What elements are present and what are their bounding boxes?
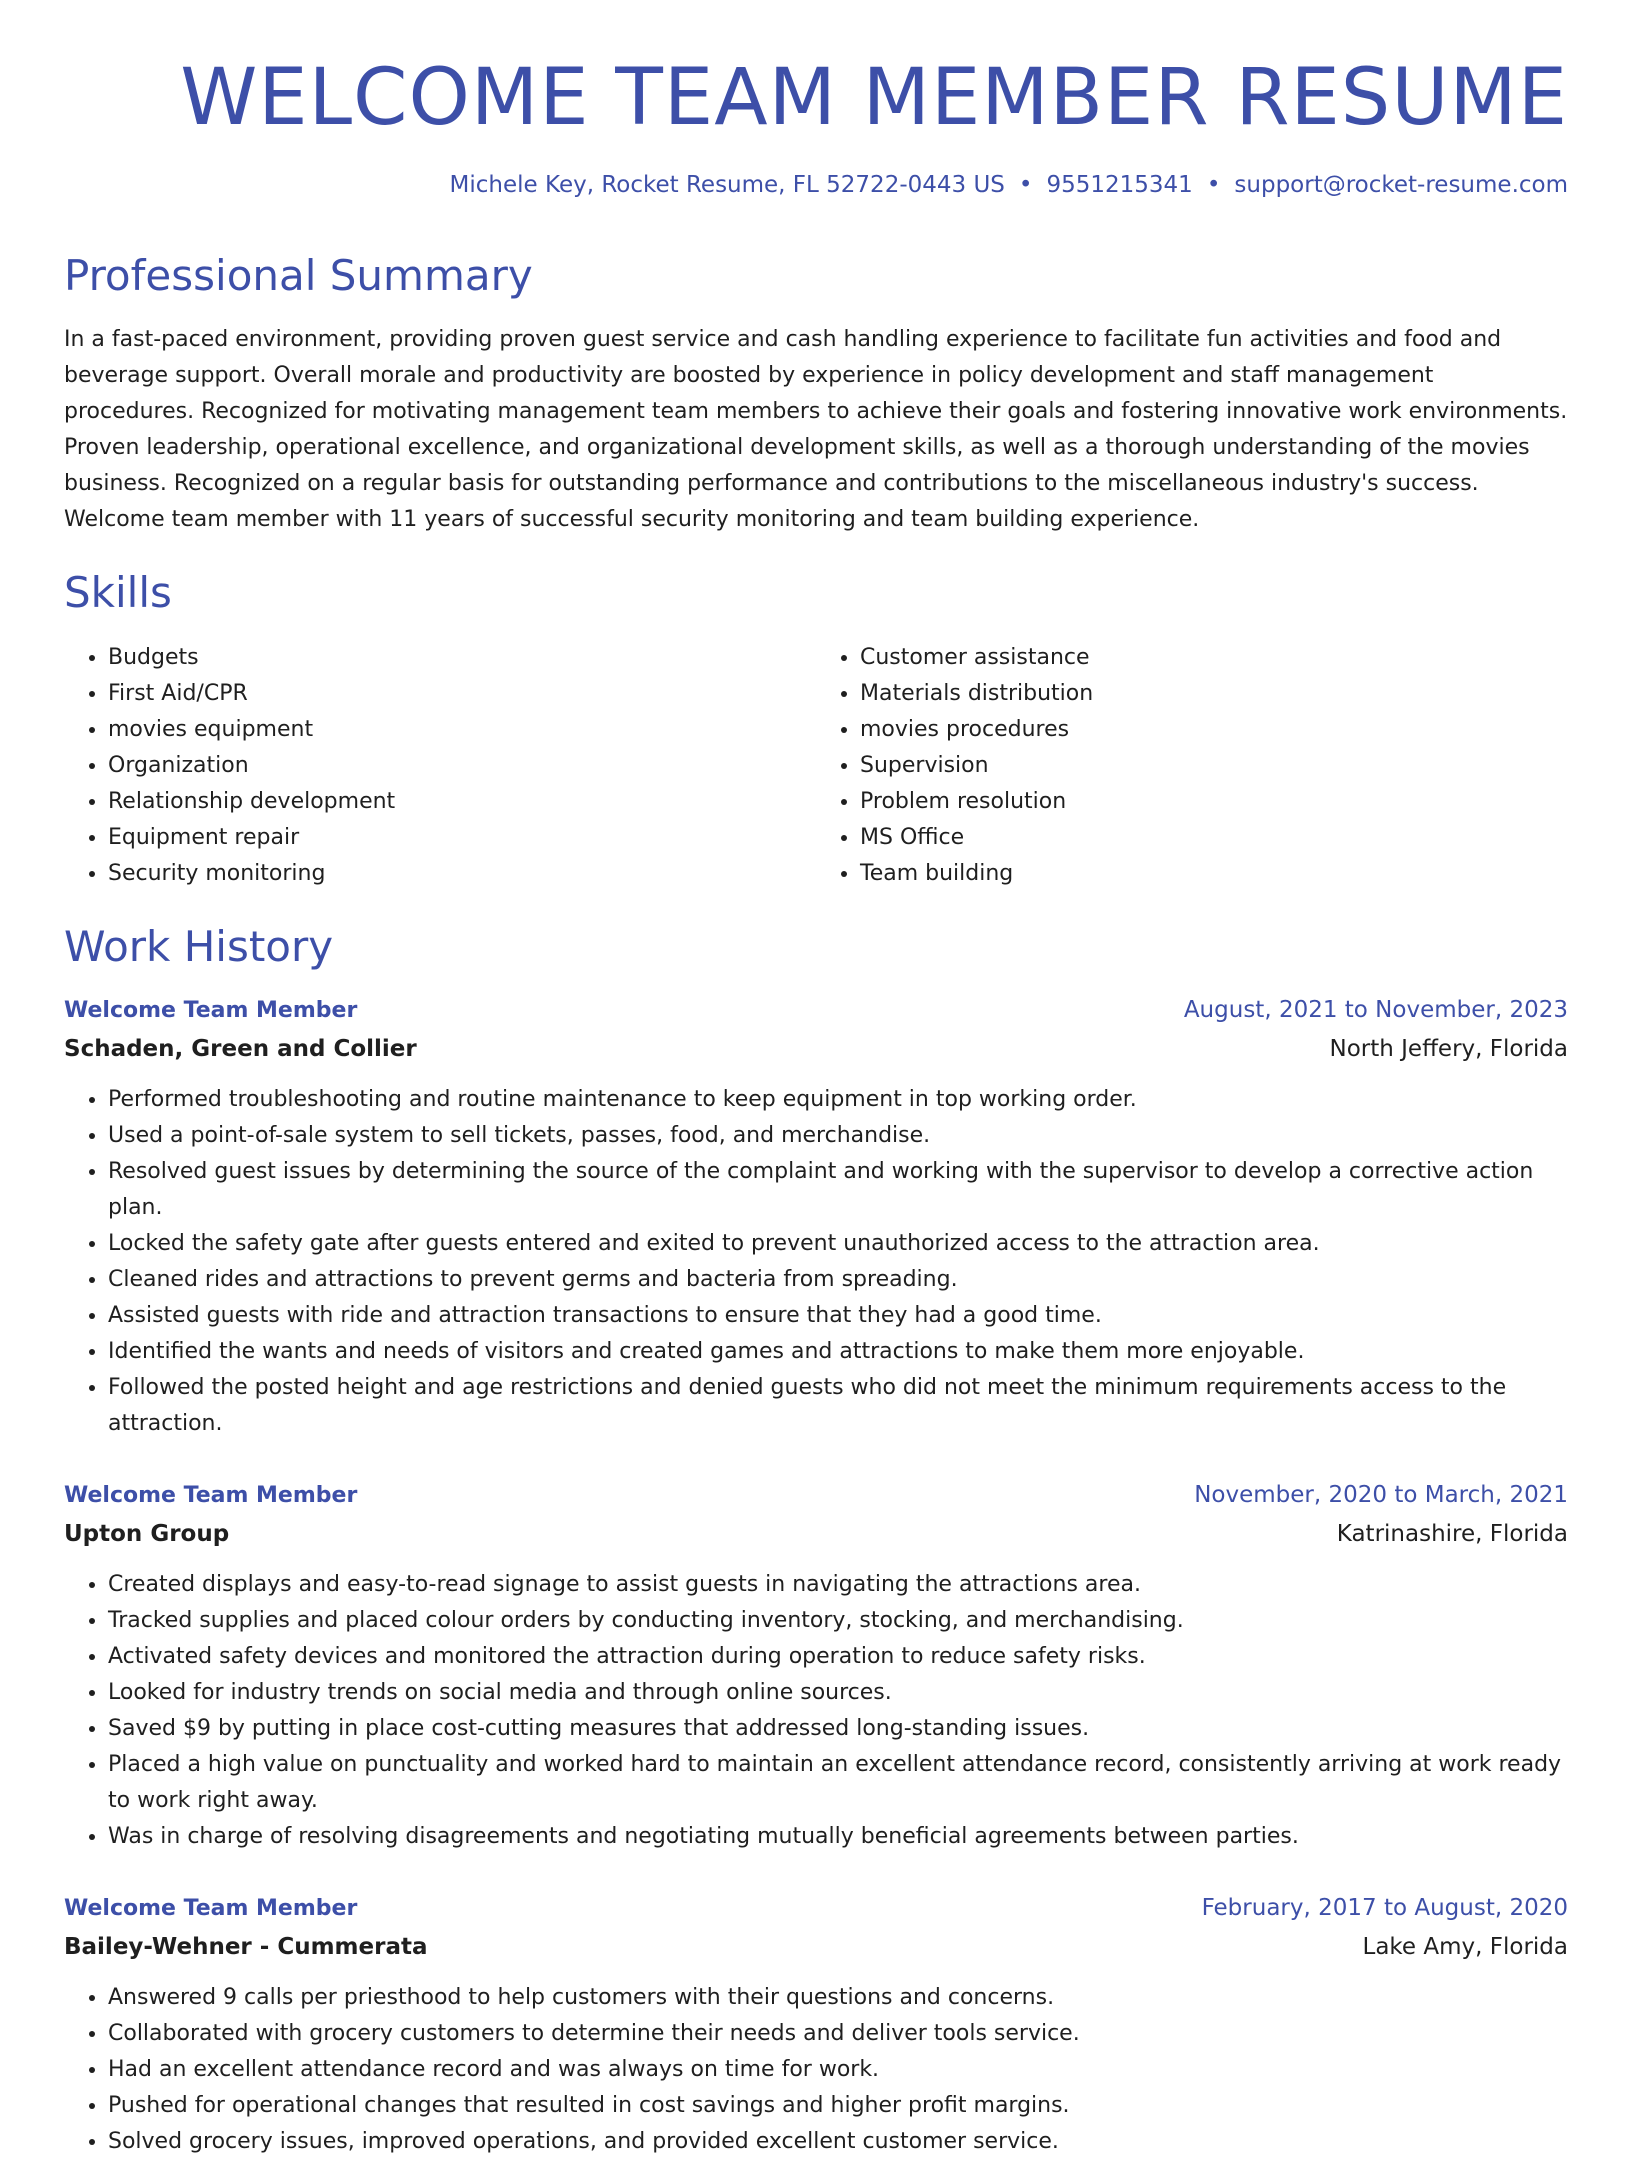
job-location: North Jeffery, Florida: [1329, 1035, 1568, 1062]
contact-address: Michele Key, Rocket Resume, FL 52722-0443 US: [449, 171, 1005, 198]
job-dates: February, 2017 to August, 2020: [1201, 1894, 1568, 1921]
skills-column-right: [816, 640, 1568, 892]
job-bullet: • Performed troubleshooting and routine maintenance to keep equipment in top working order.: [108, 1082, 1568, 1118]
summary-text: In a fast-paced environment, providing proven guest service and cash handling experience to facilitate fun activities and food and beverage support. Overall morale and productivity are boosted by experience in policy development and staff management procedures. Recognized for motivating management team members to achieve their goals and fostering innovative work environments. Proven leadership, operational excellence, and organizational development skills, as well as a thorough understanding of the movies business. Recognized on a regular basis for outstanding performance and contributions to the miscellaneous industry's success. Welcome team member with 11 years of successful security monitoring and team building experience.: [64, 326, 1568, 532]
job-bullet: • Locked the safety gate after guests entered and exited to prevent unauthorized access to the attraction area.: [108, 1226, 1568, 1262]
job-bullets: [64, 1082, 1568, 1442]
skill-item: • Materials distribution: [860, 676, 1568, 712]
skill-item: • Supervision: [860, 748, 1568, 784]
job-company: Upton Group: [64, 1520, 230, 1547]
skill-item: • Security monitoring: [108, 856, 816, 892]
job-entry: [64, 1889, 1568, 2160]
resume-title: WELCOME TEAM MEMBER RESUME: [180, 53, 1568, 143]
job-bullet: • Had an excellent attendance record and was always on time for work.: [108, 2052, 1568, 2088]
job-bullet: • Pushed for operational changes that resulted in cost savings and higher profit margins.: [108, 2088, 1568, 2124]
skill-item: • movies procedures: [860, 712, 1568, 748]
skill-item: • Budgets: [108, 640, 816, 676]
skill-item: • movies equipment: [108, 712, 816, 748]
job-bullet: • Looked for industry trends on social media and through online sources.: [108, 1675, 1568, 1711]
job-bullets: [64, 1980, 1568, 2160]
job-dates: November, 2020 to March, 2021: [1194, 1481, 1568, 1508]
job-company: Schaden, Green and Collier: [64, 1035, 417, 1062]
job-bullet: • Cleaned rides and attractions to prevent germs and bacteria from spreading.: [108, 1262, 1568, 1298]
skill-item: • Organization: [108, 748, 816, 784]
job-bullet: • Tracked supplies and placed colour orders by conducting inventory, stocking, and merchandising.: [108, 1603, 1568, 1639]
job-bullet: • Resolved guest issues by determining the source of the complaint and working with the supervisor to develop a corrective action plan.: [108, 1154, 1568, 1226]
contact-line: [64, 172, 1568, 200]
skill-item: • Team building: [860, 856, 1568, 892]
job-title: Welcome Team Member: [64, 997, 358, 1023]
job-title: Welcome Team Member: [64, 1895, 358, 1921]
skill-item: • Problem resolution: [860, 784, 1568, 820]
skill-item: • First Aid/CPR: [108, 676, 816, 712]
job-bullet: • Used a point-of-sale system to sell tickets, passes, food, and merchandise.: [108, 1118, 1568, 1154]
job-bullets: [64, 1567, 1568, 1855]
job-bullet: • Assisted guests with ride and attraction transactions to ensure that they had a good time.: [108, 1298, 1568, 1334]
job-entry: [64, 991, 1568, 1442]
job-location: Katrinashire, Florida: [1336, 1520, 1568, 1547]
skills-column-left: [64, 640, 816, 892]
skill-item: • Customer assistance: [860, 640, 1568, 676]
job-bullet: • Created displays and easy-to-read signage to assist guests in navigating the attractions area.: [108, 1567, 1568, 1603]
job-entry: [64, 1476, 1568, 1855]
job-bullet: • Solved grocery issues, improved operations, and provided excellent customer service.: [108, 2124, 1568, 2160]
skill-item: • Equipment repair: [108, 820, 816, 856]
skill-item: • MS Office: [860, 820, 1568, 856]
skill-item: • Relationship development: [108, 784, 816, 820]
job-location: Lake Amy, Florida: [1362, 1933, 1568, 1960]
job-bullet: • Activated safety devices and monitored the attraction during operation to reduce safety risks.: [108, 1639, 1568, 1675]
job-bullet: • Collaborated with grocery customers to determine their needs and deliver tools service.: [108, 2016, 1568, 2052]
contact-separator: •: [1206, 171, 1221, 198]
job-bullet: • Followed the posted height and age restrictions and denied guests who did not meet the minimum requirements access to the attraction.: [108, 1370, 1568, 1442]
contact-phone: 9551215341: [1046, 171, 1193, 198]
job-bullet: • Was in charge of resolving disagreements and negotiating mutually beneficial agreements between parties.: [108, 1819, 1568, 1855]
job-dates: August, 2021 to November, 2023: [1183, 996, 1568, 1023]
job-bullet: • Identified the wants and needs of visitors and created games and attractions to make them more enjoyable.: [108, 1334, 1568, 1370]
skills-list: [64, 640, 1568, 892]
work-history-heading: Work History: [64, 922, 334, 972]
job-bullet: • Answered 9 calls per priesthood to help customers with their questions and concerns.: [108, 1980, 1568, 2016]
job-bullet: • Placed a high value on punctuality and worked hard to maintain an excellent attendance record, consistently arriving at work ready to work right away.: [108, 1747, 1568, 1819]
contact-email: support@rocket-resume.com: [1234, 171, 1568, 198]
skills-heading: Skills: [64, 567, 172, 617]
contact-separator: •: [1018, 171, 1033, 198]
summary-heading: Professional Summary: [64, 251, 533, 301]
job-title: Welcome Team Member: [64, 1482, 358, 1508]
job-company: Bailey-Wehner - Cummerata: [64, 1933, 428, 1960]
job-bullet: • Saved $9 by putting in place cost-cutting measures that addressed long-standing issues.: [108, 1711, 1568, 1747]
